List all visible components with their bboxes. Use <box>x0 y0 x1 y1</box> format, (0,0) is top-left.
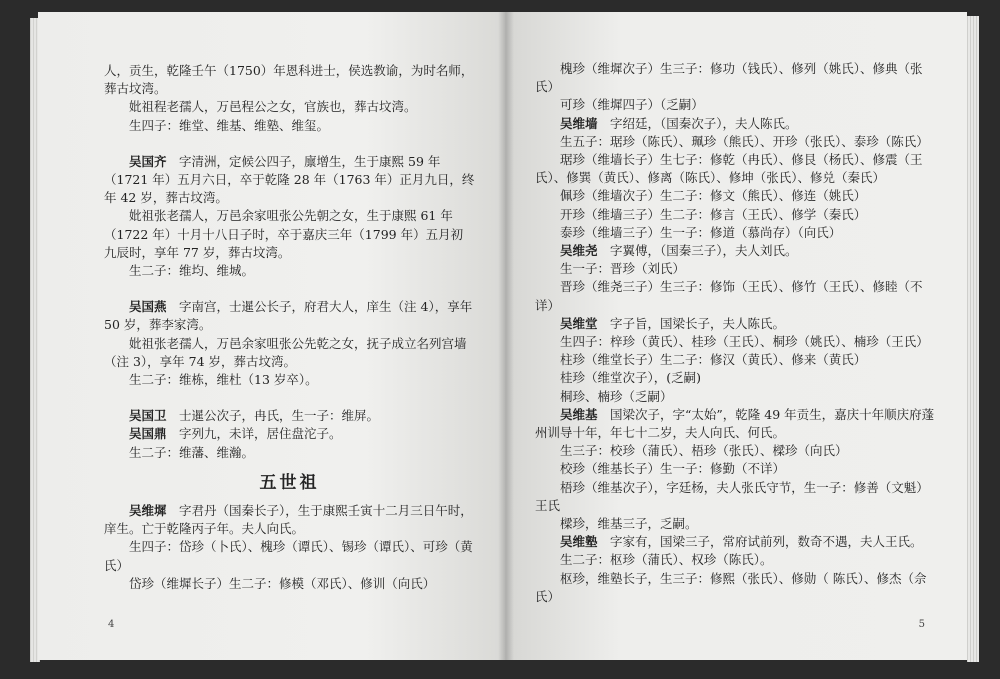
person-name: 吴国卫 <box>129 408 167 424</box>
text-paragraph: 开珍（维墙三子）生二子：修言（王氏）、修学（秦氏） <box>560 206 867 222</box>
text-paragraph: 生二子：维均、维城。 <box>129 263 255 279</box>
person-name: 吴维堂 <box>560 315 598 331</box>
text-paragraph: 桂珍（维堂次子），(乏嗣) <box>560 370 702 386</box>
text-paragraph: 柱珍（维堂长子）生二子：修汉（黄氏）、修来（黄氏） <box>560 352 867 368</box>
text-paragraph: 生一子：晋珍（刘氏） <box>560 261 686 277</box>
person-name: 吴维塾 <box>560 534 598 550</box>
text-paragraph: 佩珍（维墙次子）生二子：修文（熊氏）、修连（姚氏） <box>560 188 867 204</box>
text-paragraph: 生二子：维栋，维杜（13 岁卒）。 <box>129 372 318 388</box>
genealogy-entry <box>104 425 475 443</box>
person-name: 吴国齐 <box>129 153 167 169</box>
genealogy-entry <box>104 502 475 538</box>
text-paragraph: 人，贡生，乾隆壬午（1750）年恩科进士，侯选教谕，为时名师，葬古坟湾。 <box>104 63 474 97</box>
paragraph-gap <box>104 135 475 153</box>
text-paragraph: 樑珍，维基三子，乏嗣。 <box>560 516 698 532</box>
text-paragraph: 生二子：枢珍（蒲氏）、权珍（陈氏）。 <box>560 552 773 568</box>
genealogy-entry <box>535 315 939 333</box>
person-name: 吴国鼎 <box>129 426 167 442</box>
book-gutter <box>498 12 514 660</box>
genealogy-entry <box>535 533 939 551</box>
left-page-content <box>104 62 475 593</box>
text-paragraph: 生四子：维堂、维基、维塾、维玺。 <box>129 117 330 133</box>
text-paragraph: 妣祖张老孺人，万邑余家咀张公先乾之女，抚子成立名列宫墙（注 3），享年 74 岁，葬古坟湾。 <box>104 335 467 369</box>
text-paragraph: 生二子：维藩、维瀚。 <box>129 444 255 460</box>
person-name: 吴维墙 <box>560 115 598 131</box>
entry-text: 字绍廷，（国秦次子），夫人陈氏。 <box>597 115 798 131</box>
text-paragraph: 槐珍（维墀次子）生三子：修功（钱氏）、修列（姚氏）、修典（张氏） <box>535 61 923 95</box>
entry-text: 士暹公次子，冉氏，生一子：维屏。 <box>166 408 380 424</box>
person-name: 吴维基 <box>560 406 598 422</box>
text-paragraph: 桐珍、楠珍（乏嗣） <box>560 388 673 404</box>
right-page-content <box>535 60 939 606</box>
genealogy-entry <box>104 407 475 425</box>
entry-text: 字翼傅，（国秦三子），夫人刘氏。 <box>597 243 798 259</box>
text-paragraph: 生四子：梓珍（黄氏）、桂珍（王氏）、桐珍（姚氏）、楠珍（王氏） <box>560 334 929 350</box>
page-number-left: 4 <box>108 618 115 630</box>
entry-text: 字子旨，国梁长子，夫人陈氏。 <box>597 315 786 331</box>
entry-text: 字君丹（国秦长子），生于康熙壬寅十二月三日午时，庠生。亡于乾隆丙子年。夫人向氏。 <box>104 503 473 537</box>
open-book <box>30 12 980 662</box>
text-paragraph: 妣祖程老孺人，万邑程公之女，官族也，葬古坟湾。 <box>129 99 417 115</box>
text-paragraph: 校珍（维基长子）生一子：修勤（不详） <box>560 461 786 477</box>
page-number-right: 5 <box>918 618 925 630</box>
paragraph-gap <box>104 389 475 407</box>
text-paragraph: 岱珍（维墀长子）生二子：修模（邓氏）、修训（向氏） <box>129 575 436 591</box>
text-paragraph: 生四子：岱珍（卜氏）、槐珍（谭氏）、锡珍（谭氏）、可珍（黄氏） <box>104 539 473 573</box>
entry-text: 字南宫，士暹公长子，府君大人，庠生（注 4），享年 50 岁，葬李家湾。 <box>104 299 473 333</box>
genealogy-entry <box>535 406 939 442</box>
text-paragraph: 可珍（维墀四子）（乏嗣） <box>560 97 704 113</box>
text-paragraph: 泰珍（维墙三子）生一子：修道（慕尚存）（向氏） <box>560 224 842 240</box>
text-paragraph: 枢珍，维塾长子，生三子：修熙（张氏）、修勋（ 陈氏）、修杰（佘氏） <box>535 570 927 604</box>
entry-text: 字列九，未详，居住盘沱子。 <box>166 426 342 442</box>
person-name: 吴维墀 <box>129 503 167 519</box>
text-paragraph: 生五子：琚珍（陈氏）、珮珍（熊氏）、开珍（张氏）、泰珍（陈氏） <box>560 133 929 149</box>
page-edges-right <box>967 16 979 662</box>
person-name: 吴维尧 <box>560 243 598 259</box>
text-paragraph: 生三子：校珍（蒲氏）、梧珍（张氏）、樑珍（向氏） <box>560 443 848 459</box>
text-paragraph: 晋珍（维尧三子）生三子：修饰（王氏）、修竹（王氏）、修睦（不详） <box>535 279 923 313</box>
text-paragraph: 琚珍（维墙长子）生七子：修乾（冉氏）、修艮（杨氏）、修震（王氏）、修巽（黄氏）、修离（陈氏）、修坤（张氏）、修兑（秦氏） <box>535 152 923 186</box>
text-paragraph: 妣祖张老孺人，万邑余家咀张公先朝之女，生于康熙 61 年（1722 年）十月十八日子时，卒于嘉庆三年（1799 年）五月初九辰时，享年 77 岁，葬古坟湾。 <box>104 208 464 260</box>
genealogy-entry <box>104 153 475 208</box>
entry-text: 字清洲，定候公四子，廪增生，生于康熙 59 年（1721 年）五月六日，卒于乾隆 28 年（1763 年）正月九日，终年 42 岁，葬古坟湾。 <box>104 153 475 206</box>
genealogy-entry <box>535 242 939 260</box>
genealogy-entry <box>535 115 939 133</box>
section-heading: 五世祖 <box>259 472 320 493</box>
entry-text: 字家有，国梁三子，常府试前列，数奇不遇，夫人王氏。 <box>597 534 923 550</box>
genealogy-entry <box>104 298 475 334</box>
entry-text: 国梁次子，字“太始”，乾隆 49 年贡生，嘉庆十年顺庆府蓬州训导十年，年七十二岁，夫人向氏、何氏。 <box>535 406 935 441</box>
person-name: 吴国燕 <box>129 299 167 315</box>
paragraph-gap <box>104 280 475 298</box>
text-paragraph: 梧珍（维基次子），字廷杨，夫人张氏守节，生一子：修善（文魁）王氏 <box>535 479 929 513</box>
left-page <box>38 12 505 660</box>
right-page <box>505 12 967 660</box>
